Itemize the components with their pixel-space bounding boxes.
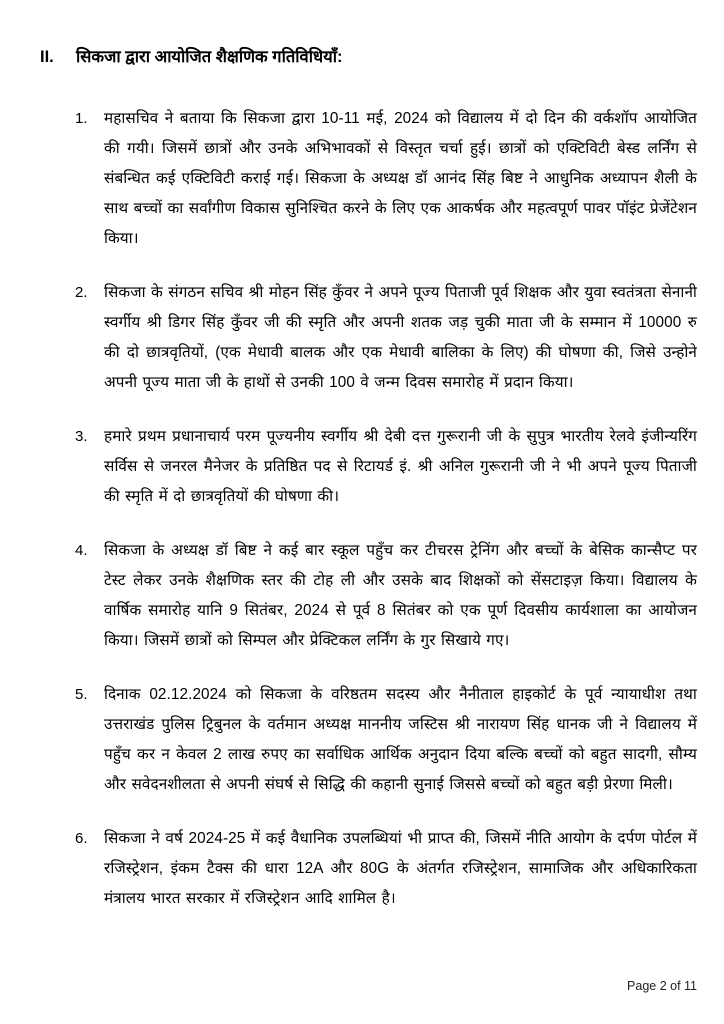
- section-heading-text: सिकजा द्वारा आयोजित शैक्षणिक गतिविधियाँ:: [76, 48, 343, 66]
- item-number: 4.: [75, 542, 88, 559]
- list-item: [40, 536, 697, 656]
- item-text: सिकजा के अध्यक्ष डॉ बिष्ट ने कई बार स्कूल पहुँच कर टीचरस ट्रेनिंग और बच्चों के बेसिक कान्सैप्ट पर टेस्ट लेकर उनके शैक्षणिक स्तर की टोह ली और उसके बाद शिक्षकों को सेंसटाइज़ किया। विद्यालय के वार्षिक समारोह यानि 9 सितंबर, 2024 से पूर्व 8 सितंबर को एक पूर्ण दिवसीय कार्यशाला का आयोजन किया। जिसमें छात्रों को सिम्पल और प्रेक्टिकल लर्निंग के गुर सिखाये गए।: [104, 542, 697, 649]
- section-heading: [40, 44, 697, 70]
- item-number: 2.: [75, 284, 88, 301]
- item-number: 5.: [75, 686, 88, 703]
- item-text: सिकजा के संगठन सचिव श्री मोहन सिंह कुँवर ने अपने पूज्य पिताजी पूर्व शिक्षक और युवा स्वतंत्रता सेनानी स्वर्गीय श्री डिगर सिंह कुँवर जी की स्मृति और अपनी शतक जड़ चुकी माता जी के सम्मान में 10000 रु की दो छात्रवृतियों, (एक मेधावी बालक और एक मेधावी बालिका के लिए) की घोषणा की, जिसे उन्होने अपनी पूज्य माता जी के हाथों से उनकी 100 वे जन्म दिवस समारोह में प्रदान किया।: [104, 284, 697, 391]
- item-text: सिकजा ने वर्ष 2024-25 में कई वैधानिक उपलब्धियां भी प्राप्त की, जिसमें नीति आयोग के दर्पण पोर्टल में रजिस्ट्रेशन, इंकम टैक्स की धारा 12A और 80G के अंतर्गत रजिस्ट्रेशन, सामाजिक और अधिकारिकता मंत्रालय भारत सरकार में रजिस्ट्रेशन आदि शामिल है।: [104, 830, 697, 907]
- list-item: [40, 104, 697, 254]
- section-numeral: II.: [40, 48, 54, 66]
- item-number: 6.: [75, 830, 88, 847]
- item-text: दिनाक 02.12.2024 को सिकजा के वरिष्ठतम सदस्य और नैनीताल हाइकोर्ट के पूर्व न्यायाधीश तथा उत्तराखंड पुलिस ट्रिबुनल के वर्तमान अध्यक्ष माननीय जस्टिस श्री नारायण सिंह धानक जी ने विद्यालय में पहुँच कर न केवल 2 लाख रुपए का सर्वाधिक आर्थिक अनुदान दिया बल्कि बच्चों को बहुत सादगी, सौम्य और सवेदनशीलता से अपनी संघर्ष से सिद्धि की कहानी सुनाई जिससे बच्चों को बहुत बड़ी प्रेरणा मिली।: [104, 686, 697, 793]
- list-item: [40, 278, 697, 398]
- list-item: [40, 824, 697, 914]
- item-number: 3.: [75, 428, 88, 445]
- page-number: Page 2 of 11: [627, 979, 697, 993]
- item-text: महासचिव ने बताया कि सिकजा द्वारा 10-11 मई, 2024 को विद्यालय में दो दिन की वर्कशॉप आयोजित की गयी। जिसमें छात्रों और उनके अभिभावकों से विस्तृत चर्चा हुई। छात्रों को एक्टिविटी बेस्ड लर्निंग से संबन्धित कई एक्टिविटी कराई गई। सिकजा के अध्यक्ष डॉ आनंद सिंह बिष्ट ने आधुनिक अध्यापन शैली के साथ बच्चों का सर्वांगीण विकास सुनिश्चित करने के लिए एक आकर्षक और महत्वपूर्ण पावर पॉइंट प्रेजेंटेशन किया।: [104, 110, 697, 247]
- list-item: [40, 422, 697, 512]
- list-item: [40, 680, 697, 800]
- item-text: हमारे प्रथम प्रधानाचार्य परम पूज्यनीय स्वर्गीय श्री देबी दत्त गुरूरानी जी के सुपुत्र भारतीय रेलवे इंजीन्यरिंग सर्विस से जनरल मैनेजर के प्रतिष्ठित पद से रिटायर्ड इं. श्री अनिल गुरूरानी जी ने भी अपने पूज्य पिताजी की स्मृति में दो छात्रवृतियों की घोषणा की।: [104, 428, 697, 505]
- item-number: 1.: [75, 110, 88, 127]
- numbered-list: [40, 104, 697, 914]
